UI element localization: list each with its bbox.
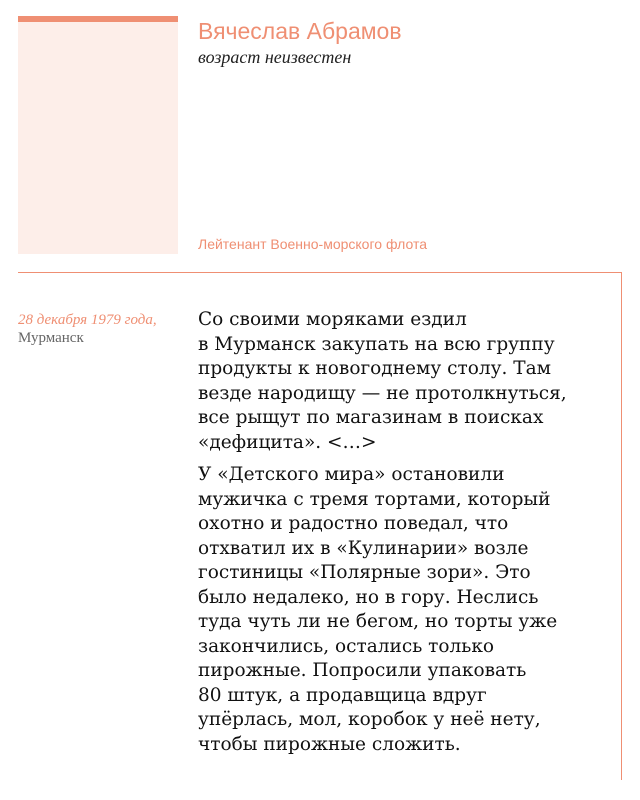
section-right-border [621,272,622,780]
entry-text [198,308,594,757]
entry-date: 28 декабря 1979 года, [18,312,157,328]
text-line: было недалеко, но в гору. Неслись [198,586,539,608]
text-line: мужичка с тремя тортами, который [198,488,551,510]
author-name: Вячеслав Абрамов [198,18,402,44]
author-role: Лейтенант Военно-морского флота [198,236,428,252]
entry-place: Мурманск [18,330,84,346]
text-line: 80 штук, а продавщица вдруг [198,684,487,706]
text-line: пирожные. Попросили упаковать [198,660,527,681]
text-line: в Мурманск закупать на всю группу [198,333,555,355]
section-divider [18,272,622,273]
text-line: охотно и радостно поведал, что [198,513,509,534]
text-line: гостиницы «Полярные зори». Это [198,562,531,583]
text-line: Со своими моряками ездил [198,309,467,330]
text-line: везде народищу — не протолкнуться, [198,382,567,404]
author-photo-placeholder [18,16,178,254]
text-line: упёрлась, мол, коробок у неё нету, [198,709,541,730]
text-line: закончились, остались только [198,635,495,657]
text-line: чтобы пирожные сложить. [198,733,461,755]
text-line: отхватил их в «Кулинарии» возле [198,537,529,559]
entry-paragraph [198,463,594,757]
author-age: возраст неизвестен [198,47,352,67]
text-line: У «Детского мира» остановили [198,464,505,485]
entry-paragraph [198,308,594,455]
text-line: продукты к новогоднему столу. Там [198,358,551,379]
text-line: «дефицита». <…> [198,431,377,453]
text-line: туда чуть ли не бегом, но торты уже [198,611,558,632]
text-line: все рыщут по магазинам в поисках [198,407,544,428]
